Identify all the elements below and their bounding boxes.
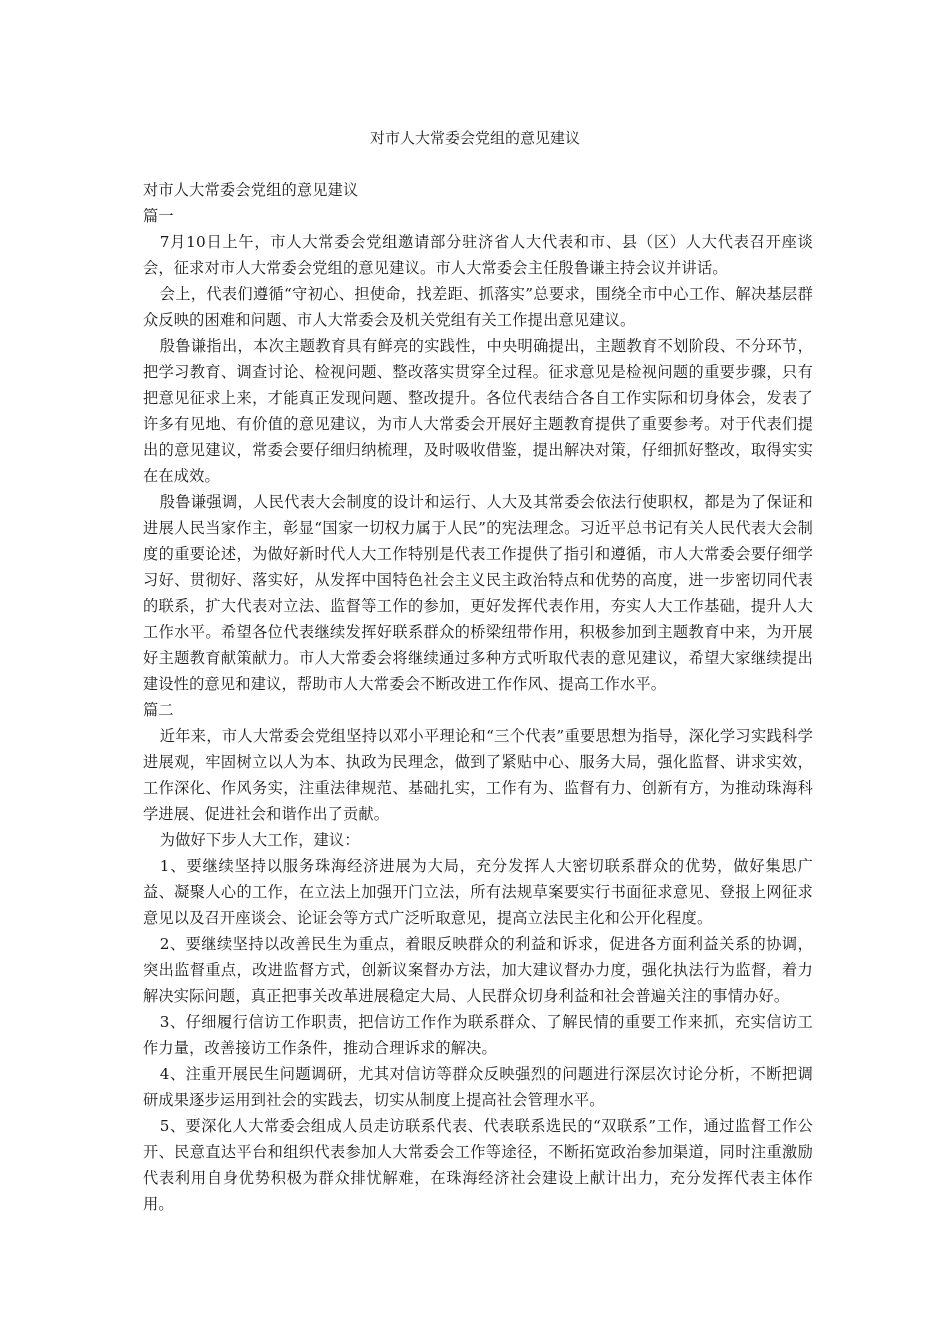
paragraph: 7月10日上午，市人大常委会党组邀请部分驻济省人大代表和市、县（区）人大代表召开座谈会，征求对市人大常委会党组的意见建议。市人大常委会主任殷鲁谦主持会议并讲话。 (143, 233, 813, 277)
document-body (143, 177, 813, 1217)
section-label-1: 篇一 (143, 207, 174, 225)
document-title: 对市人大常委会党组的意见建议 (369, 129, 580, 147)
list-item: 2、要继续坚持以改善民生为重点，着眼反映群众的利益和诉求，促进各方面利益关系的协调，突出监督重点，改进监督方式，创新议案督办方法，加大建议督办力度，强化执法行为监督，着力解决实际问题，真正把事关改革进展稳定大局、人民群众切身利益和社会普遍关注的事情办好。 (143, 935, 813, 1005)
paragraph: 近年来，市人大常委会党组坚持以邓小平理论和“三个代表”重要思想为指导，深化学习实践科学进展观，牢固树立以人为本、执政为民理念，做到了紧贴中心、服务大局，强化监督、讲求实效，工作深化、作风务实，注重法律规范、基础扎实，工作有为、监督有力、创新有方，为推动珠海科学进展、促进社会和谐作出了贡献。 (143, 727, 813, 823)
paragraph: 殷鲁谦强调，人民代表大会制度的设计和运行、人大及其常委会依法行使职权，都是为了保证和进展人民当家作主，彰显“国家一切权力属于人民”的宪法理念。习近平总书记有关人民代表大会制度的重要论述，为做好新时代人大工作特别是代表工作提供了指引和遵循，市人大常委会要仔细学习好、贯彻好、落实好，从发挥中国特色社会主义民主政治特点和优势的高度，进一步密切同代表的联系，扩大代表对立法、监督等工作的参加，更好发挥代表作用，夯实人大工作基础，提升人大工作水平。希望各位代表继续发挥好联系群众的桥梁纽带作用，积极参加到主题教育中来，为开展好主题教育献策献力。市人大常委会将继续通过多种方式听取代表的意见建议，希望大家继续提出建设性的意见和建议，帮助市人大常委会不断改进工作作风、提高工作水平。 (143, 493, 813, 693)
list-item: 4、注重开展民生问题调研，尤其对信访等群众反映强烈的问题进行深层次讨论分析，不断把调研成果逐步运用到社会的实践去，切实从制度上提高社会管理水平。 (143, 1065, 813, 1109)
section-label-2: 篇二 (143, 701, 174, 719)
list-item: 3、仔细履行信访工作职责，把信访工作作为联系群众、了解民情的重要工作来抓，充实信访工作力量，改善接访工作条件，推动合理诉求的解决。 (143, 1013, 813, 1057)
paragraph: 为做好下步人大工作，建议： (159, 831, 360, 849)
list-item: 5、要深化人大常委会组成人员走访联系代表、代表联系选民的“双联系”工作，通过监督工作公开、民意直达平台和组织代表参加人大常委会工作等途径，不断拓宽政治参加渠道，同时注重激励代表利用自身优势积极为群众排忧解难，在珠海经济社会建设上献计出力，充分发挥代表主体作用。 (143, 1117, 813, 1213)
list-item: 1、要继续坚持以服务珠海经济进展为大局，充分发挥人大密切联系群众的优势，做好集思广益、凝聚人心的工作，在立法上加强开门立法，所有法规草案要实行书面征求意见、登报上网征求意见以及召开座谈会、论证会等方式广泛听取意见，提高立法民主化和公开化程度。 (143, 857, 813, 927)
paragraph: 殷鲁谦指出，本次主题教育具有鲜亮的实践性，中央明确提出，主题教育不划阶段、不分环节，把学习教育、调查讨论、检视问题、整改落实贯穿全过程。征求意见是检视问题的重要步骤，只有把意见征求上来，才能真正发现问题、整改提升。各位代表结合各自工作实际和切身体会，发表了许多有见地、有价值的意见建议，为市人大常委会开展好主题教育提供了重要参考。对于代表们提出的意见建议，常委会要仔细归纳梳理，及时吸收借鉴，提出解决对策，仔细抓好整改，取得实实在在成效。 (143, 337, 813, 485)
document-subtitle: 对市人大常委会党组的意见建议 (143, 181, 359, 199)
paragraph: 会上，代表们遵循“守初心、担使命，找差距、抓落实”总要求，围绕全市中心工作、解决基层群众反映的困难和问题、市人大常委会及机关党组有关工作提出意见建议。 (143, 285, 813, 329)
